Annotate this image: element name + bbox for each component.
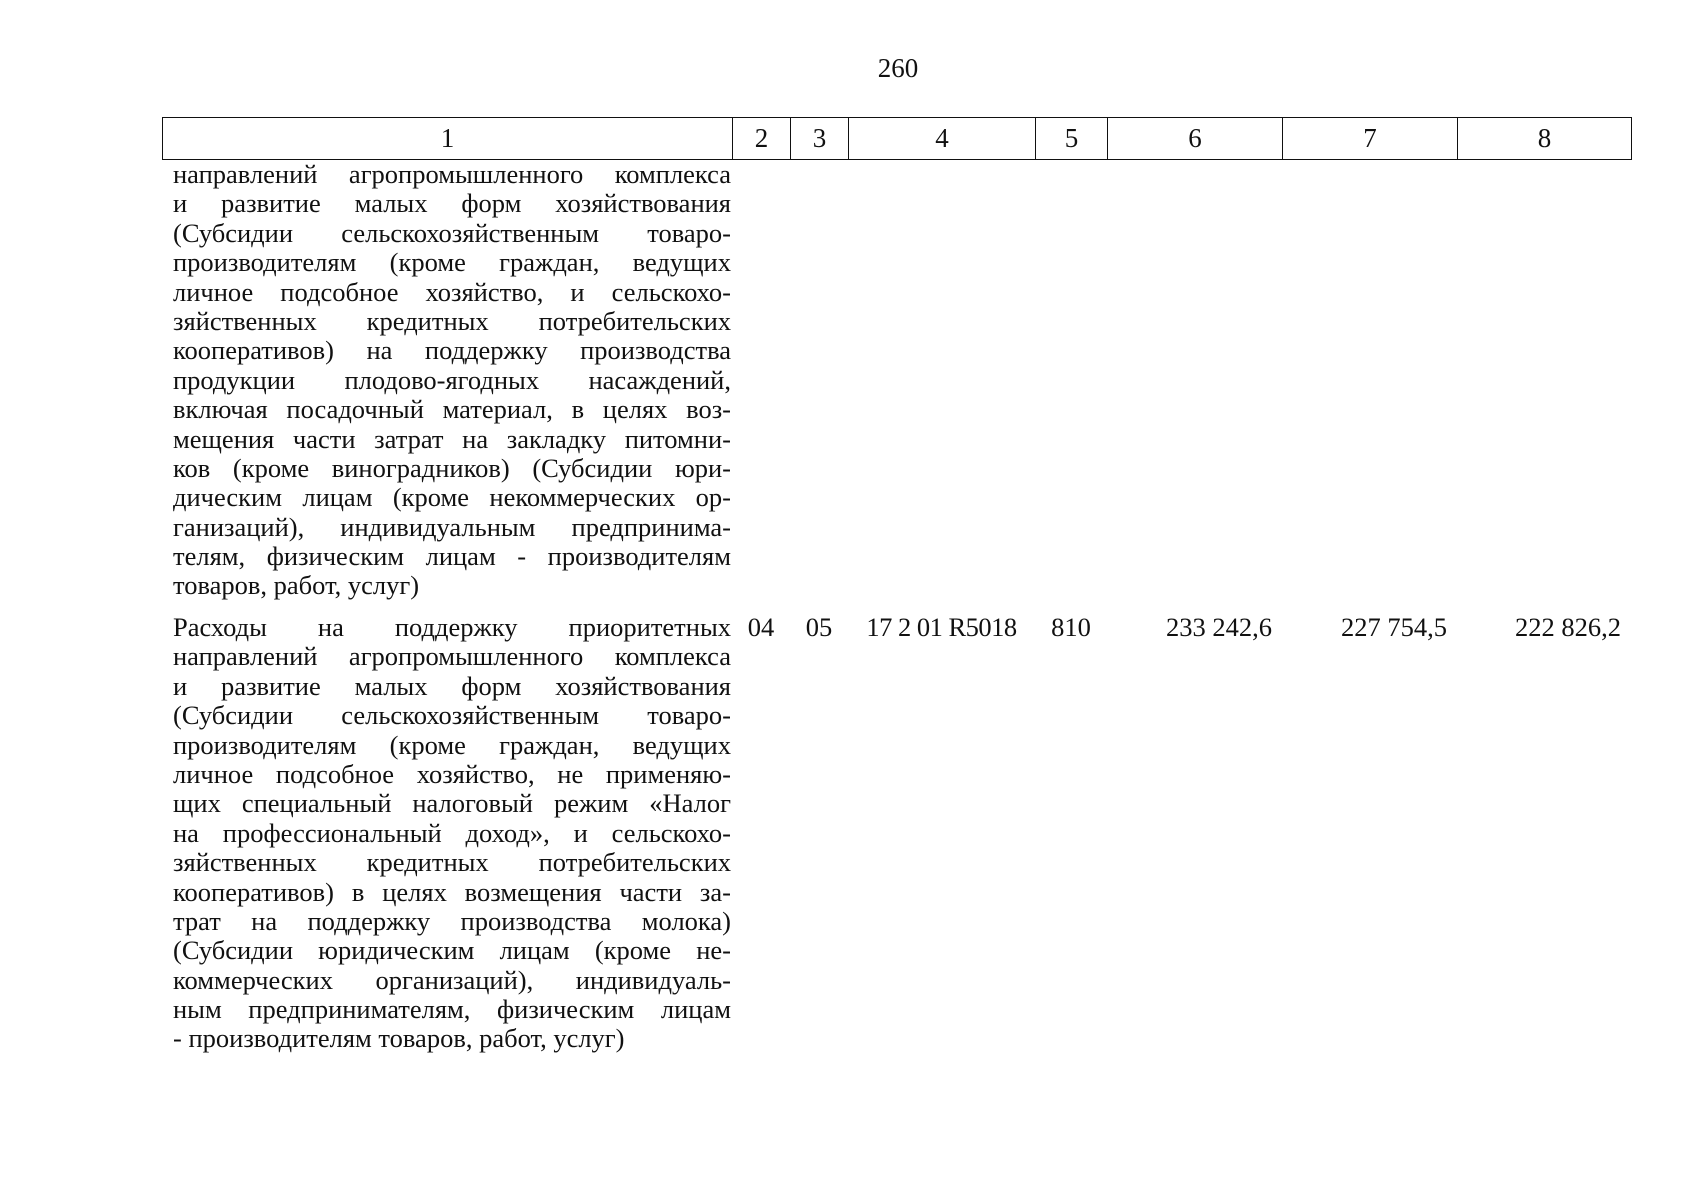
header-col-7: 7	[1283, 118, 1458, 160]
header-col-5: 5	[1036, 118, 1108, 160]
header-col-2: 2	[733, 118, 791, 160]
description-line: личное подсобное хозяйство, не применяю-	[173, 758, 731, 789]
description-line: кооперативов) в целях возмещения части за-	[173, 876, 731, 907]
header-col-6: 6	[1108, 118, 1283, 160]
page-number: 260	[877, 53, 919, 83]
header-col-4: 4	[849, 118, 1036, 160]
description-line: зяйственных кредитных потребительских	[173, 305, 731, 336]
description-line: (Субсидии юридическим лицам (кроме не-	[173, 935, 731, 966]
description-line: дическим лицам (кроме некоммерческих ор-	[173, 482, 731, 513]
row-description	[173, 613, 731, 1054]
description-line: ганизаций), индивидуальным предпринима-	[173, 511, 731, 542]
podrazdel-cell: 05	[805, 612, 833, 642]
description-line: направлений агропромышленного комплекса	[173, 641, 731, 672]
description-line: товаров, работ, услуг)	[173, 570, 420, 601]
description-line: (Субсидии сельскохозяйственным товаро-	[173, 700, 731, 731]
description-line: и развитие малых форм хозяйствования	[173, 188, 731, 219]
description-line: кооперативов) на поддержку производства	[173, 335, 731, 366]
header-col-8: 8	[1458, 118, 1632, 160]
description-line: щих специальный налоговый режим «Налог	[173, 788, 731, 819]
description-line: личное подсобное хозяйство, и сельскохо-	[173, 276, 731, 307]
description-line: производителям (кроме граждан, ведущих	[173, 247, 731, 278]
description-line: мещения части затрат на закладку питомни-	[173, 423, 731, 454]
description-line: продукции плодово-ягодных насаждений,	[173, 364, 731, 395]
description-line: производителям (кроме граждан, ведущих	[173, 729, 731, 760]
description-line: Расходы на поддержку приоритетных	[173, 612, 731, 642]
description-line: (Субсидии сельскохозяйственным товаро-	[173, 217, 731, 248]
description-line: трат на поддержку производства молока)	[173, 905, 731, 936]
header-col-1: 1	[163, 118, 733, 160]
description-line: направлений агропромышленного комплекса	[173, 159, 731, 189]
target-article-cell: 17 2 01 R5018	[866, 612, 1017, 642]
description-line: - производителям товаров, работ, услуг)	[173, 1023, 625, 1054]
razdel-cell: 04	[747, 612, 775, 642]
description-line: ков (кроме виноградников) (Субсидии юри-	[173, 452, 731, 483]
description-line: включая посадочный материал, в целях воз-	[173, 394, 731, 425]
amount-year3-cell: 222 826,2	[1515, 612, 1621, 642]
description-line: зяйственных кредитных потребительских	[173, 847, 731, 878]
column-number-header	[162, 117, 1632, 160]
amount-year2-cell: 227 754,5	[1341, 612, 1447, 642]
header-col-3: 3	[791, 118, 849, 160]
expense-type-cell: 810	[1051, 612, 1091, 642]
row-description	[173, 160, 731, 601]
description-line: на профессиональный доход», и сельскохо-	[173, 817, 731, 848]
description-line: и развитие малых форм хозяйствования	[173, 670, 731, 701]
amount-year1-cell: 233 242,6	[1166, 612, 1272, 642]
description-line: ным предпринимателям, физическим лицам	[173, 994, 731, 1025]
description-line: телям, физическим лицам - производителям	[173, 541, 731, 572]
description-line: коммерческих организаций), индивидуаль-	[173, 964, 731, 995]
